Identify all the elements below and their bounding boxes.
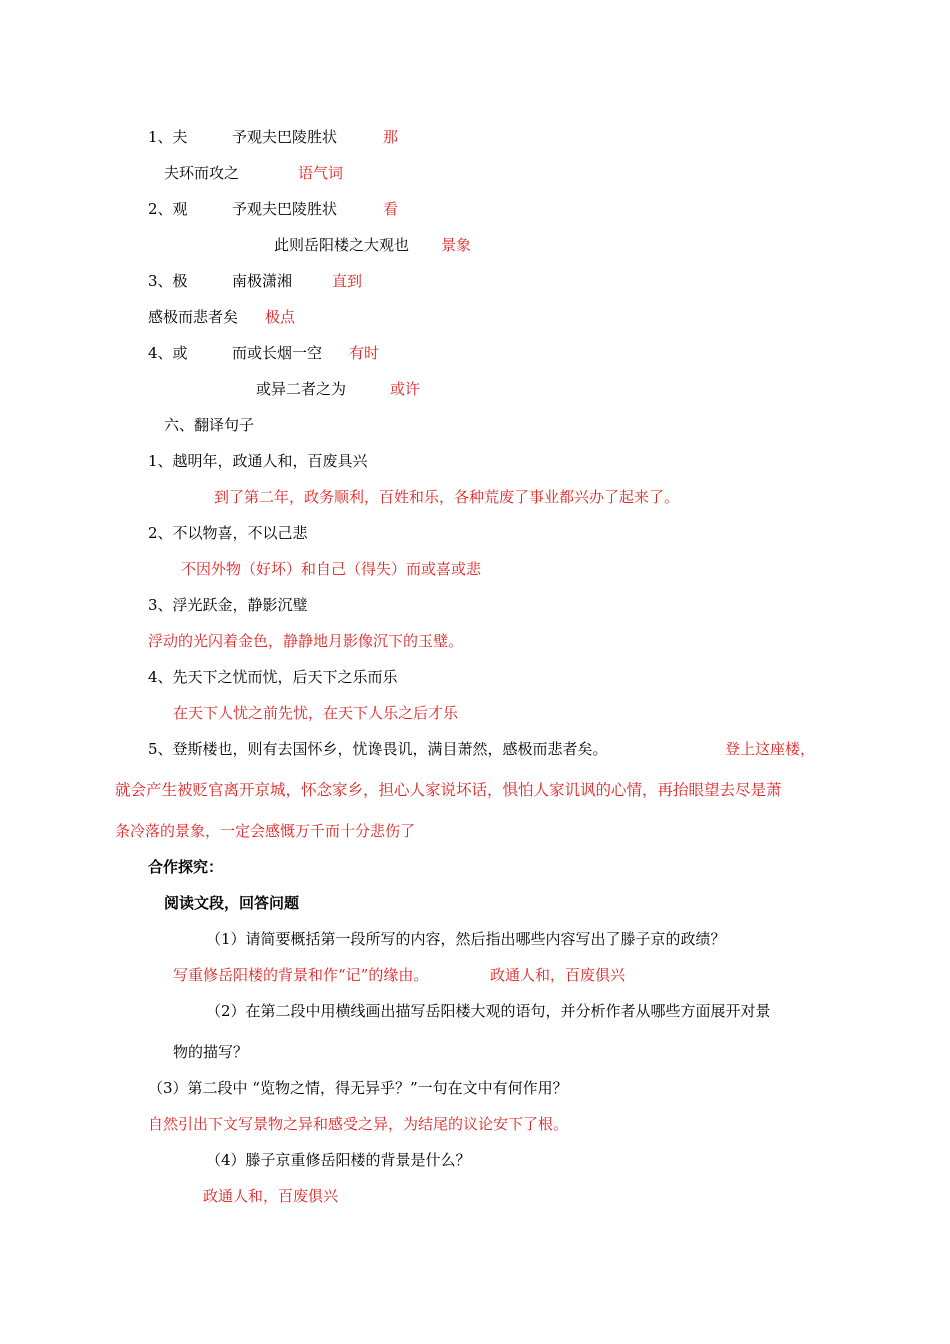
- reading-question-3: （3）第二段中 “览物之情，得无异乎？”一句在文中有何作用？: [148, 1079, 568, 1097]
- reading-question-2-continued: 物的描写？: [173, 1043, 249, 1061]
- word-2-example-1: 予观夫巴陵胜状: [232, 200, 338, 218]
- word-4-answer-2: 或许: [390, 380, 421, 398]
- translation-answer-5-part-3: 条冷落的景象，一定会感慨万千而十分悲伤了: [115, 822, 416, 840]
- reading-answer-3: 自然引出下文写景物之异和感受之异，为结尾的议论安下了根。: [148, 1115, 569, 1133]
- translation-answer-5-part-1: 登上这座楼，: [725, 740, 816, 758]
- reading-question-4: （4）滕子京重修岳阳楼的背景是什么？: [206, 1151, 471, 1169]
- translation-answer-1: 到了第二年，政务顺利，百姓和乐，各种荒废了事业都兴办了起来了。: [214, 488, 680, 506]
- word-3-answer-1: 直到: [332, 272, 363, 290]
- section-title-cooperation: 合作探究：: [148, 858, 224, 876]
- reading-question-2: （2）在第二段中用横线画出描写岳阳楼大观的语句，并分析作者从哪些方面展开对景: [206, 1002, 771, 1020]
- reading-instruction: 阅读文段，回答问题: [164, 894, 300, 912]
- reading-answer-1-part-2: 政通人和，百废俱兴: [490, 966, 626, 984]
- reading-answer-4: 政通人和，百废俱兴: [203, 1187, 339, 1205]
- word-3-example-1: 南极潇湘: [232, 272, 293, 290]
- word-4-answer-1: 有时: [349, 344, 380, 362]
- word-3-number: 3、极: [148, 272, 188, 290]
- word-2-number: 2、观: [148, 200, 188, 218]
- translation-question-4: 4、先天下之忧而忧，后天下之乐而乐: [148, 668, 398, 686]
- reading-answer-1: 写重修岳阳楼的背景和作“记”的缘由。: [173, 966, 429, 984]
- word-4-number: 4、或: [148, 344, 188, 362]
- word-2-answer-2: 景象: [441, 236, 472, 254]
- word-2-answer-1: 看: [383, 200, 399, 218]
- word-4-example-2: 或异二者之为: [256, 380, 347, 398]
- translation-question-5: 5、登斯楼也，则有去国怀乡，忧谗畏讥，满目萧然，感极而悲者矣。: [148, 740, 608, 758]
- word-1-answer-2: 语气词: [298, 164, 344, 182]
- translation-question-2: 2、不以物喜，不以己悲: [148, 524, 308, 542]
- word-3-example-2: 感极而悲者矣: [148, 308, 239, 326]
- word-2-example-2: 此则岳阳楼之大观也: [274, 236, 410, 254]
- translation-answer-3: 浮动的光闪着金色，静静地月影像沉下的玉璧。: [148, 632, 464, 650]
- translation-answer-5-part-2: 就会产生被贬官离开京城，怀念家乡，担心人家说坏话，惧怕人家讥讽的心情，再抬眼望去尽是萧: [115, 781, 782, 799]
- translation-question-1: 1、越明年，政通人和，百废具兴: [148, 452, 368, 470]
- word-1-answer-1: 那: [383, 128, 399, 146]
- word-1-example-2: 夫环而攻之: [164, 164, 240, 182]
- translation-answer-4: 在天下人忧之前先忧，在天下人乐之后才乐: [173, 704, 459, 722]
- translation-question-3: 3、浮光跃金，静影沉璧: [148, 596, 308, 614]
- translation-answer-2: 不因外物（好坏）和自己（得失）而或喜或悲: [181, 560, 482, 578]
- word-1-example-1: 予观夫巴陵胜状: [232, 128, 338, 146]
- word-1-number: 1、夫: [148, 128, 188, 146]
- section-title-translation: 六、翻译句子: [164, 416, 255, 434]
- word-4-example-1: 而或长烟一空: [232, 344, 323, 362]
- word-3-answer-2: 极点: [265, 308, 296, 326]
- reading-question-1: （1）请简要概括第一段所写的内容，然后指出哪些内容写出了滕子京的政绩？: [206, 930, 726, 948]
